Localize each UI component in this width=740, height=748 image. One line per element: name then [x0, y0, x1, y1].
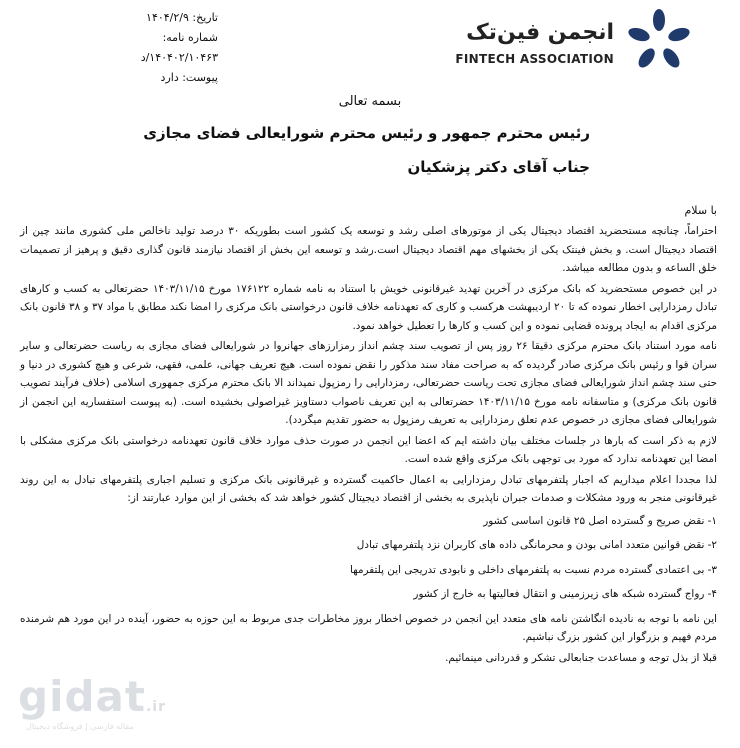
- logo-name-en: FINTECH ASSOCIATION: [455, 52, 614, 66]
- addressee-line-1: رئیس محترم جمهور و رئیس محترم شورایعالی فضای مجازی: [143, 124, 590, 142]
- letter-number: شماره نامه: ۱۴۰۴۰۲/۱۰۴۶۳/د: [140, 31, 218, 64]
- closing-paragraph: این نامه با توجه به نادیده انگاشتن نامه های متعدد این انجمن در خصوص اخطار بروز مخاطرات جدی مربوط به این حوزه به حضور، آینده در این مورد هم شرمنده مردم فهیم و بزرگوار این کشور بزرگ نباشیم.: [20, 612, 717, 643]
- list-item: ۲- نقض قوانین متعدد امانی بودن و محرمانگی داده های کاربران نزد پلتفرمهای تبادل: [356, 539, 717, 551]
- fintech-emblem-icon: [626, 8, 692, 74]
- addressee-line-2: جناب آقای دکتر پزشکیان: [407, 158, 590, 176]
- paragraph: در این خصوص مستحضرید که بانک مرکزی در آخرین تهدید غیرقانونی خویش با استناد به نامه شماره ۱۷۶۱۲۲ مورخ ۱۴۰۳/۱۱/۱۵ حضرتعالی به کسب و کارهای تبادل رمزدارایی اخطار نموده که تا ۲۰ اردیبهشت هرکسب و کاری که تعهدنامه خلاف قانون درخواستی بانک مرکزی را امضا نکند مطابق با مواد ۳۷ و ۳۸ قانون بانک مرکزی اقدام به ایجاد پرونده قضایی نموده و این کسب و کارها را تعطیل خواهد نمود.: [20, 282, 718, 332]
- salutation: با سلام: [684, 204, 717, 217]
- list-item: ۱- نقض صریح و گسترده اصل ۲۵ قانون اساسی کشور: [483, 514, 717, 527]
- closing-paragraph: قبلا از بذل توجه و مساعدت جنابعالی تشکر و قدردانی مینمائیم.: [445, 651, 717, 664]
- watermark: [6, 672, 166, 742]
- letter-date: تاریخ: ۱۴۰۴/۲/۹: [146, 11, 218, 24]
- paragraph: لازم به ذکر است که بارها در جلسات مختلف بیان داشته ایم که اعضا این انجمن در صورت حذف موارد خلاف قانون تعهدنامه درخواستی بانک مرکزی مشکلی با امضا این تعهدنامه ندارد که مورد بی توجهی بانک مرکزی واقع شده است.: [20, 434, 717, 465]
- watermark-caption: مقاله فارسی | فروشگاه دیجیتال: [26, 722, 134, 731]
- letter-attachment: پیوست: دارد: [160, 71, 218, 84]
- letter-meta: [118, 8, 218, 88]
- watermark-tld: .ir: [145, 699, 166, 715]
- association-logo: [427, 8, 692, 76]
- logo-name-fa: انجمن فین‌تک: [466, 20, 614, 45]
- paragraph: احتراماً، چنانچه مستحضرید اقتصاد دیجیتال یکی از موتورهای اصلی رشد و توسعه یک کشور است بطوریکه ۳۰ درصد تولید ناخالص ملی کشوری مانند چین از اقتصاد دیجیتال است. و بخش فینتک یکی از بخشهای مهم اقتصاد دیجیتال است.رشد و توسعه این بخش از اقتصاد نیازمند قانون گذاری دقیق و پرهیز از تصمیمات خلق الساعه و بدون مطالعه میباشد.: [20, 225, 717, 274]
- basmala: بسمه تعالی: [338, 94, 402, 109]
- watermark-brand: gidat.ir: [18, 672, 166, 721]
- list-item: ۳- بی اعتمادی گسترده مردم نسبت به پلتفرمهای داخلی و نابودی تدریجی این پلتفرمها: [350, 563, 717, 576]
- list-item: ۴- رواج گسترده شبکه های زیرزمینی و انتقال فعالیتها به خارج از کشور: [413, 588, 717, 600]
- letter-body: [20, 222, 717, 669]
- paragraph: نامه مورد استناد بانک محترم مرکزی دقیقا ۲۶ روز پس از تصویب سند چشم انداز رمزارزهای جهانروا در شورایعالی فضای مجازی به ریاست حضرتعالی و سایر سران قوا و رئیس بانک مرکزی صادر گردیده که به صراحت مفاد سند مذکور را نقض نموده است. هیچ تعریف جهانی، علمی، فقهی، شرعی و هیچ کشوری در دنیا و حتی سند چشم انداز شورایعالی فضای مجازی تحت ریاست حضرتعالی، رمزدارایی را رمزپول نمیداند الا بانک محترم مرکزی جمهوری اسلامی (خلاف فرآیند تصویب قانون بانک مرکزی) و متاسفانه نامه مورخ ۱۴۰۳/۱۱/۱۵ حضرتعالی به این تعریف ناصواب دستاویز غیراصولی بخشیده است. (به پیوست استفساریه این انجمن از شورایعالی فضای مجازی در خصوص عدم تعلق رمزدارایی به تعریف رمزپول به حضور تقدیم میگردد).: [20, 340, 718, 426]
- paragraph: لذا مجددا اعلام میداریم که اجبار پلتفرمهای تبادل رمزدارایی به اعمال حاکمیت گسترده و غیرقانونی بانک مرکزی و تسلیم اجباری پلتفرمهای تبادل به این روند غیرقانونی منجر به ورود مشکلات و صدمات جبران ناپذیری به بخشی از اقتصاد دیجیتال کشور خواهد شد که بخشی از این موارد عبارتند از:: [20, 473, 717, 504]
